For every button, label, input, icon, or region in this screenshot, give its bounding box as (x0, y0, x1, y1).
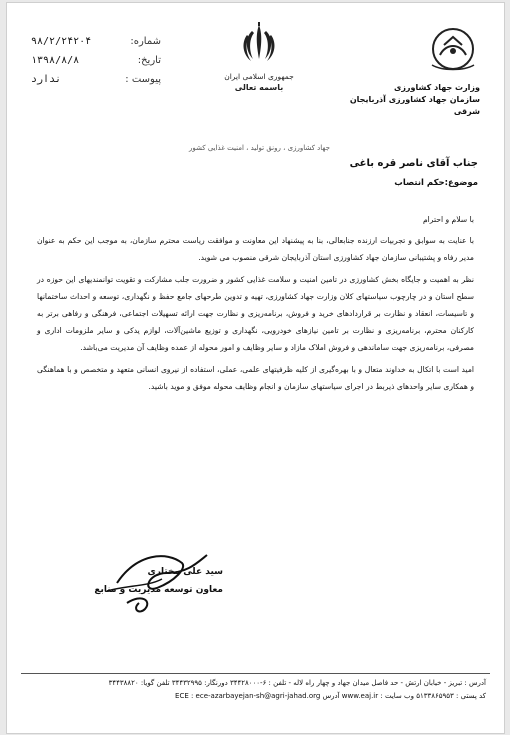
organization-name: سازمان جهاد کشاورزی آذربایجان شرقی (349, 95, 480, 116)
iran-emblem-icon (239, 21, 279, 67)
emblem-invocation: باسمه تعالی (234, 83, 284, 92)
number-value: ۹۸/۲/۲۴۲۰۴ (31, 36, 92, 47)
paragraph-appointment: با عنایت به سوابق و تجربیات ارزنده جنابعالی، بنا به پیشنهاد این معاونت و موافقت ریاست محترم سازمان، به موجب این حکم به عنوان مدیر رفاه و پشتیبانی سازمان جهاد کشاورزی استان آذربایجان شرقی منصوب می شوید. (37, 236, 474, 263)
ministry-name: وزارت جهاد کشاورزی (393, 83, 480, 92)
signature-block (93, 563, 223, 599)
subject: موضوع:حکم انتصاب (394, 178, 478, 188)
footer (23, 677, 486, 703)
date-label: تاریخ: (137, 55, 161, 66)
footer-divider (21, 673, 490, 674)
addressee: جناب آقای ناصر قره باغی (349, 158, 478, 169)
attachment-value: ندارد (31, 74, 62, 85)
letter-meta (31, 33, 161, 90)
number-label: شماره: (130, 36, 161, 47)
signer-name: سید علی مختاری (147, 567, 223, 577)
signer-title: معاون توسعه مدیریت و منابع (94, 585, 223, 595)
number-row (31, 33, 161, 51)
date-row (31, 52, 161, 70)
footer-address: آدرس : تبریز - خیابان ارتش - حد فاصل میدان جهاد و چهار راه لاله - تلفن : ۶-۳۴۴۲۸۰۰۰ دورنگار: ۳۴۴۳۲۹۹۵ تلفن گویا: ۳۴۴۳۸۸۲۰ (108, 679, 486, 687)
greeting: با سلام و احترام (422, 215, 474, 224)
date-value: ۱۳۹۸/۸/۸ (31, 55, 80, 66)
letter-body (37, 211, 474, 399)
attachment-row (31, 71, 161, 89)
paragraph-closing: امید است با اتکال به خداوند متعال و با بهره‌گیری از کلیه ظرفیتهای علمی، عملی، استفاده از نیروی انسانی متعهد و متخصص و با هماهنگی و همکاری سایر واحدهای ذیربط در اجرای سیاستهای سازمان و انجام وظایف محوله موفق و موید باشید. (37, 364, 474, 391)
letter-page (6, 2, 505, 734)
ministry-block (330, 25, 480, 118)
jihad-agriculture-logo-icon (426, 25, 480, 75)
slogan: جهاد کشاورزی ، رونق تولید ، امنیت غذایی کشور (189, 144, 330, 152)
footer-postal: کد پستی : ۵۱۳۳۸۶۵۹۵۳ وب سایت : www.eaj.ir آدرس ECE : ece-azarbayejan-sh@agri-jahad.org (175, 692, 486, 700)
paragraph-duties: نظر به اهمیت و جایگاه بخش کشاورزی در تامین امنیت و سلامت غذایی کشور و ضرورت جلب مشارکت و تقویت توانمندیهای این حوزه در سطح استان و در چارچوب سیاستهای کلان وزارت جهاد کشاورزی، تهیه و تدوین طرحهای جامع حفظ و نگهداری، توسعه و احداث ساختمانها و تاسیسات، انعقاد و نظارت بر قراردادهای خرید و فروش، برنامه‌ریزی و نظارت جهت ارائه تسهیلات اجتماعی، فرهنگی و رفاهی برتر به کارکنان محترم، برنامه‌ریزی و نظارت بر تامین نیازهای خودرویی، نگهداری و توزیع ماشین‌آلات، لوازم یدکی و سایر ملزومات اداری و مصرفی، برنامه‌ریزی جهت ساماندهی و فروش املاک مازاد و سایر وظایف و امور محوله از عمده وظایف آن مدیریت می‌باشد. (37, 274, 474, 353)
emblem-country: جمهوری اسلامی ایران (224, 72, 294, 81)
iran-emblem-block (219, 21, 299, 93)
attachment-label: پیوست : (125, 74, 161, 85)
